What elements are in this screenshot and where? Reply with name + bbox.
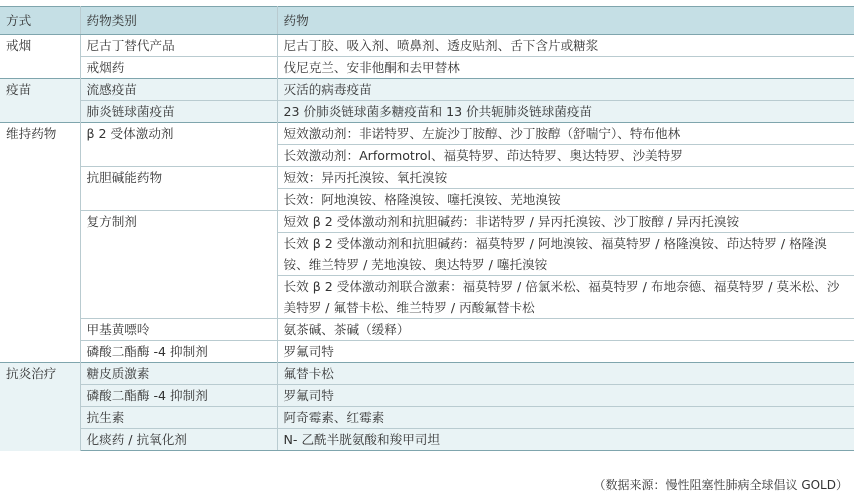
table-row (0, 429, 854, 451)
drug-cell: 长效激动剂：Arformotrol、福莫特罗、茚达特罗、奥达特罗、沙美特罗 (277, 145, 854, 167)
drug-cell: 长效：阿地溴铵、格隆溴铵、噻托溴铵、芜地溴铵 (277, 189, 854, 211)
category-cell: 糖皮质激素 (80, 363, 277, 385)
category-cell: 磷酸二酯酶 -4 抑制剂 (80, 385, 277, 407)
category-cell: 复方制剂 (80, 211, 277, 319)
table-row (0, 385, 854, 407)
method-cell-maintenance: 维持药物 (0, 123, 80, 363)
drug-cell: 长效 β 2 受体激动剂联合激素：福莫特罗 / 倍氯米松、福莫特罗 / 布地奈德、福莫特罗 / 莫米松、沙美特罗 / 氟替卡松、维兰特罗 / 丙酸氟替卡松 (277, 276, 854, 319)
method-cell-anti-inflammatory: 抗炎治疗 (0, 363, 80, 451)
drug-cell: N- 乙酰半胱氨酸和羧甲司坦 (277, 429, 854, 451)
table-row (0, 363, 854, 385)
table-row (0, 341, 854, 363)
category-cell: 磷酸二酯酶 -4 抑制剂 (80, 341, 277, 363)
drug-cell: 伐尼克兰、安非他酮和去甲替林 (277, 57, 854, 79)
table-row (0, 167, 854, 189)
drug-cell: 氟替卡松 (277, 363, 854, 385)
drug-cell: 长效 β 2 受体激动剂和抗胆碱药：福莫特罗 / 阿地溴铵、福莫特罗 / 格隆溴铵、茚达特罗 / 格隆溴铵、维兰特罗 / 芜地溴铵、奥达特罗 / 噻托溴铵 (277, 233, 854, 276)
drug-cell: 罗氟司特 (277, 341, 854, 363)
table-row (0, 57, 854, 79)
header-drug: 药物 (277, 7, 854, 35)
drug-cell: 尼古丁胶、吸入剂、喷鼻剂、透皮贴剂、舌下含片或糖浆 (277, 35, 854, 57)
category-cell: 流感疫苗 (80, 79, 277, 101)
drug-cell: 氨茶碱、茶碱（缓释） (277, 319, 854, 341)
category-cell: 肺炎链球菌疫苗 (80, 101, 277, 123)
drug-table (0, 6, 854, 451)
drug-cell: 短效：异丙托溴铵、氧托溴铵 (277, 167, 854, 189)
source-note: （数据来源：慢性阻塞性肺病全球倡议 GOLD） (593, 478, 848, 492)
table-row (0, 211, 854, 233)
method-cell-vaccine: 疫苗 (0, 79, 80, 123)
category-cell: 化痰药 / 抗氧化剂 (80, 429, 277, 451)
table-row (0, 123, 854, 145)
table-row (0, 79, 854, 101)
drug-cell: 罗氟司特 (277, 385, 854, 407)
method-cell-smoking: 戒烟 (0, 35, 80, 79)
table-row (0, 407, 854, 429)
drug-cell: 灭活的病毒疫苗 (277, 79, 854, 101)
category-cell: 戒烟药 (80, 57, 277, 79)
header-method: 方式 (0, 7, 80, 35)
category-cell: 甲基黄嘌呤 (80, 319, 277, 341)
drug-cell: 23 价肺炎链球菌多糖疫苗和 13 价共轭肺炎链球菌疫苗 (277, 101, 854, 123)
table-row (0, 35, 854, 57)
header-category: 药物类别 (80, 7, 277, 35)
table-row (0, 319, 854, 341)
table-row (0, 101, 854, 123)
drug-cell: 阿奇霉素、红霉素 (277, 407, 854, 429)
category-cell: 抗生素 (80, 407, 277, 429)
drug-cell: 短效激动剂：非诺特罗、左旋沙丁胺醇、沙丁胺醇（舒喘宁）、特布他林 (277, 123, 854, 145)
category-cell: β 2 受体激动剂 (80, 123, 277, 167)
drug-cell: 短效 β 2 受体激动剂和抗胆碱药：非诺特罗 / 异丙托溴铵、沙丁胺醇 / 异丙托溴铵 (277, 211, 854, 233)
category-cell: 抗胆碱能药物 (80, 167, 277, 211)
table-header-row (0, 7, 854, 35)
category-cell: 尼古丁替代产品 (80, 35, 277, 57)
